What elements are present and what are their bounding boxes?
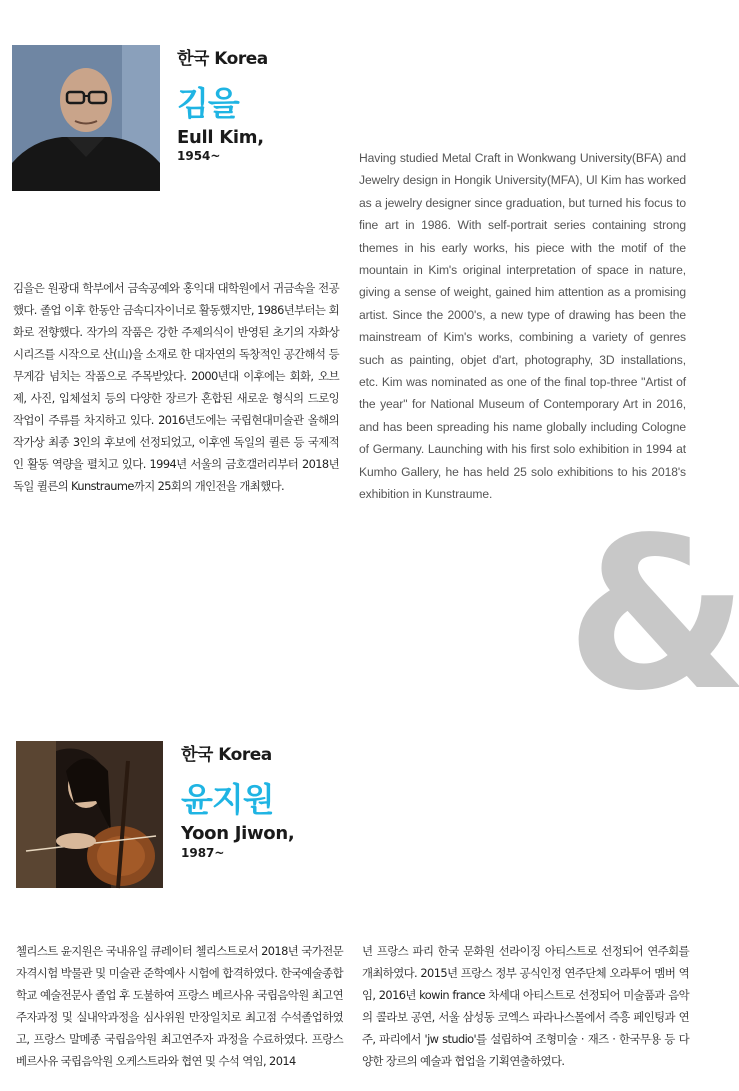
english-name: Eull Kim, [177, 127, 264, 148]
artist-photo-yoon-jiwon [16, 741, 163, 888]
bio-korean: 김을은 원광대 학부에서 금속공예와 홍익대 대학원에서 귀금속을 전공했다. 졸업 이후 한동안 금속디자이너로 활동했지만, 1986년부터는 회화로 전향했다. 작가의 작품은 강한 주제의식이 반영된 초기의 자화상 시리즈를 시작으로 산(山)을 소재로 한 대자연의 독창적인 공간해석 등 무게감 넘치는 작품으로 주목받았다. 2000년대 이후에는 회화, 오브제, 사진, 입체설치 등의 다양한 장르가 혼합된 새로운 형식의 드로잉 작업이 주류를 차지하고 있다. 2016년도에는 국립현대미술관 올해의 작가상 최종 3인의 후보에 선정되었고, 이후엔 독일의 퀼른 등 국제적인 활동 역량을 펼치고 있다. 1994년 서울의 금호갤러리부터 2018년 독일 퀼른의 Kunstraume까지 25회의 개인전을 개최했다. [13, 281, 339, 493]
bio-korean-right: 년 프랑스 파리 한국 문화원 선라이징 아티스트로 선정되어 연주회를 개최하였다. 2015년 프랑스 정부 공식인정 연주단체 오라투어 멤버 역임, 2016년 kowin france 차세대 아티스트로 선정되어 미술품과 음악의 콜라보 공연, 서울 삼성동 코엑스 파라나스몰에서 즉흥 페인팅과 연주, 파리에서 'jw studio'를 설립하여 조형미술 · 재즈 · 한국무용 등 다양한 장르의 예술과 협업을 기획연출하였다. [362, 944, 689, 1068]
birth-year: 1987~ [181, 846, 225, 860]
ampersand-divider: & [566, 492, 739, 737]
birth-year: 1954~ [177, 149, 221, 163]
korean-name: 윤지원 [181, 780, 274, 819]
english-name: Yoon Jiwon, [181, 823, 295, 844]
country-label: 한국 Korea [181, 745, 272, 765]
country-label: 한국 Korea [177, 49, 268, 69]
bio-korean-left: 첼리스트 윤지원은 국내유일 큐레이터 첼리스트로서 2018년 국가전문자격시험 박물관 및 미술관 준학예사 시험에 합격하였다. 한국예술종합학교 예술전문사 졸업 후 도불하여 프랑스 베르사유 국립음악원 최고연주자과정 및 실내악과정을 심사위원 만장일치로 최고점 수석졸업하였고, 프랑스 말메종 국립음악원 최고연주자 과정을 수료하였다. 프랑스 베르사유 국립음악원 오케스트라와 협연 및 수석 역임, 2014 [16, 944, 343, 1068]
bio-english: Having studied Metal Craft in Wonkwang University(BFA) and Jewelry design in Hongik University(MFA), Ul Kim has worked as a jewelry designer since graduation, but turned his focus to fine art in 1986. With self-portrait series containing strong themes in his early works, his piece with the motif of the mountain in Kim's original interpretation of space in nature, giving a sense of weight, gained him attention as a promising artist. Since the 2000's, a new type of drawing has been the mainstream of Kim's works, combining a variety of genres such as painting, objet d'art, photography, 3D installations, etc. Kim was nominated as one of the final top-three "Artist of the year" for National Museum of Contemporary Art in 2016, and has been spreading his name globally including Cologne of Germany. Launching with his first solo exhibition in 1994 at Kumho Gallery, he has held 25 solo exhibitions to his 2018's exhibition in Kunstraume. [359, 151, 686, 502]
artist-photo-eull-kim [12, 45, 160, 191]
korean-name: 김을 [177, 84, 239, 123]
